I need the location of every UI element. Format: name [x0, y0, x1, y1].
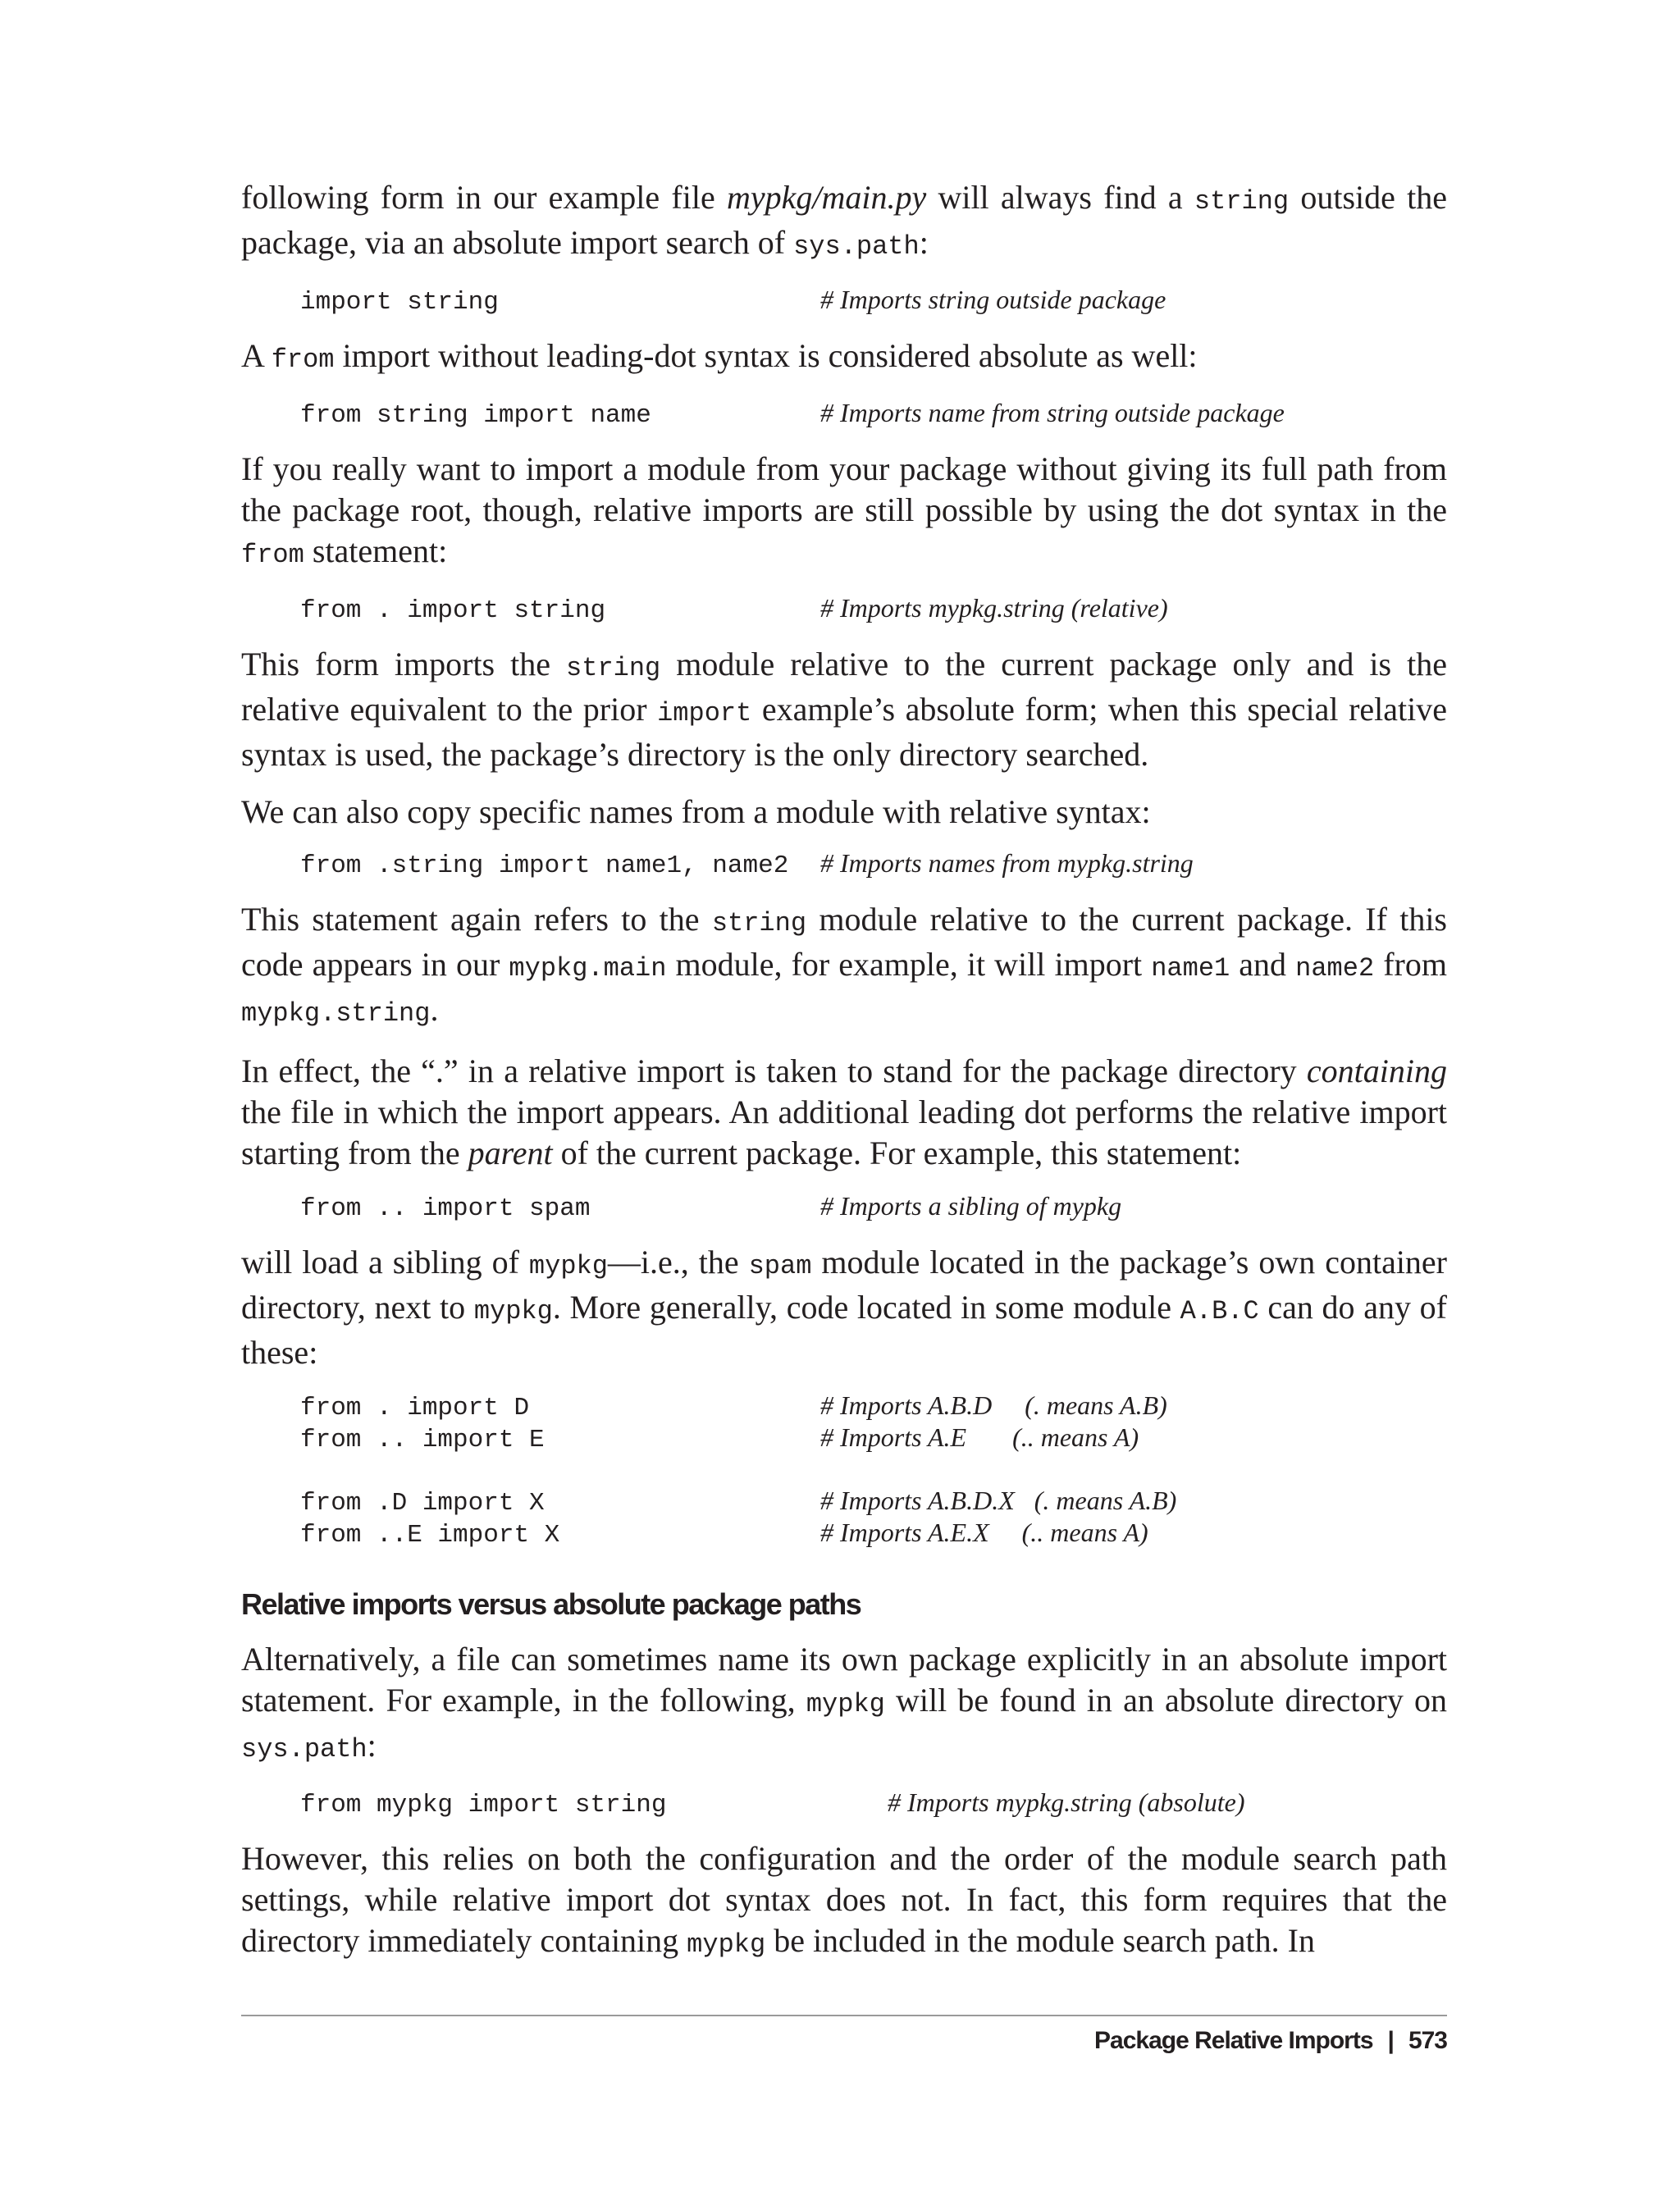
text: However, this relies on both the configuration and the order of the module search path settings, while relative import dot syntax does not. In fact, this form requires that the directory immediately containing: [241, 1840, 1447, 1959]
text: be included in the module search path. In: [765, 1922, 1315, 1959]
code-line: [300, 1390, 1447, 1422]
inline-code: name1: [1151, 953, 1230, 984]
code-block-3: [300, 592, 1447, 624]
code-text: from mypkg import string: [300, 1791, 667, 1819]
inline-code: from: [241, 540, 304, 570]
text: outside the package, via an absolute import search of: [241, 179, 1447, 261]
text: module relative to the current package only and is the relative equivalent to the prior: [241, 646, 1447, 728]
inline-code: string: [711, 908, 807, 938]
code-blank-line: [300, 1454, 1447, 1485]
page-content: [241, 177, 1447, 1982]
code-line: [300, 1787, 1447, 1819]
code-text: from .D import X: [300, 1489, 545, 1518]
code-text: from .. import spam: [300, 1194, 591, 1223]
code-line: [300, 1190, 1447, 1222]
section-heading: Relative imports versus absolute package paths: [241, 1587, 861, 1621]
page-number: 573: [1408, 2027, 1447, 2054]
code-block-5: [300, 1190, 1447, 1222]
footer-section-title: Package Relative Imports: [1094, 2027, 1373, 2054]
code-text: import string: [300, 288, 499, 317]
code-text: from .string import name1, name2: [300, 851, 789, 880]
inline-code: mypkg: [528, 1251, 608, 1281]
footer-rule: [241, 2015, 1447, 2016]
code-text: from . import string: [300, 596, 606, 625]
text: from: [1374, 946, 1447, 983]
text: will always find a: [926, 179, 1194, 216]
inline-code: string: [1194, 186, 1290, 217]
code-comment: # Imports a sibling of mypkg: [820, 1191, 1122, 1221]
text: example’s absolute form; when this special relative syntax is used, the package’s directory is the only directory searched.: [241, 691, 1447, 773]
inline-code: sys.path: [241, 1734, 368, 1764]
text: . More generally, code located in some module: [552, 1289, 1180, 1326]
text: module relative to the current package. If this code appears in our: [241, 901, 1447, 983]
paragraph-9: [241, 1639, 1447, 1770]
code-line: [300, 847, 1447, 879]
code-text: from . import D: [300, 1394, 530, 1422]
text: This statement again refers to the: [241, 901, 712, 938]
paragraph-4: [241, 644, 1447, 775]
text: A: [241, 337, 272, 374]
code-block-2: [300, 397, 1447, 429]
text: will be found in an absolute directory on: [884, 1682, 1447, 1719]
inline-code: mypkg: [473, 1296, 553, 1326]
code-text: from string import name: [300, 401, 651, 430]
inline-code: string: [566, 653, 661, 683]
text: If you really want to import a module from your package without giving its full path from the package root, though, relative imports are still possible by using the dot syntax in the: [241, 450, 1447, 528]
text: following form in our example file: [241, 179, 727, 216]
text: .: [430, 991, 439, 1028]
text: This form imports the: [241, 646, 567, 682]
inline-code: mypkg: [687, 1929, 766, 1960]
code-text: from ..E import X: [300, 1521, 560, 1550]
inline-code: from: [271, 345, 335, 375]
code-line: [300, 592, 1447, 624]
inline-code: name2: [1295, 953, 1375, 984]
paragraph-6: [241, 899, 1447, 1034]
code-line: [300, 1422, 1447, 1454]
text: module, for example, it will import: [666, 946, 1152, 983]
inline-code: import: [657, 698, 752, 728]
code-line: [300, 284, 1447, 316]
code-comment: # Imports name from string outside package: [820, 398, 1285, 427]
text: and: [1230, 946, 1296, 983]
code-block-1: [300, 284, 1447, 316]
text: import without leading-dot syntax is considered absolute as well:: [334, 337, 1198, 374]
inline-code: mypkg: [806, 1689, 885, 1719]
code-comment: # Imports A.B.D.X (. means A.B): [820, 1486, 1177, 1515]
code-line: [300, 1485, 1447, 1517]
code-block-6: [300, 1390, 1447, 1549]
code-block-4: [300, 847, 1447, 879]
text: —i.e., the: [607, 1244, 749, 1281]
emphasis: containing: [1306, 1052, 1447, 1089]
text: of the current package. For example, this statement:: [552, 1134, 1242, 1171]
inline-code: mypkg.string: [241, 998, 431, 1029]
code-comment: # Imports A.B.D (. means A.B): [820, 1390, 1167, 1420]
paragraph-10: [241, 1838, 1447, 1965]
code-comment: # Imports A.E (.. means A): [820, 1422, 1139, 1452]
paragraph-3: [241, 449, 1447, 576]
paragraph-5: [241, 792, 1447, 833]
code-comment: # Imports string outside package: [820, 285, 1166, 314]
text: will load a sibling of: [241, 1244, 529, 1281]
code-line: [300, 397, 1447, 429]
text: can do any of these:: [241, 1289, 1447, 1371]
code-comment: # Imports names from mypkg.string: [820, 848, 1194, 878]
inline-code: spam: [748, 1251, 812, 1281]
text: Alternatively, a file can sometimes name its own package explicitly in an absolute import statement. For example, in the following,: [241, 1641, 1447, 1719]
paragraph-8: [241, 1242, 1447, 1373]
footer-separator: |: [1387, 2027, 1394, 2054]
inline-code: A.B.C: [1180, 1296, 1259, 1326]
page-footer: [1094, 2025, 1447, 2057]
text: :: [367, 1727, 377, 1764]
file-path: mypkg/main.py: [726, 179, 927, 216]
paragraph-7: [241, 1051, 1447, 1174]
text: :: [919, 224, 929, 261]
inline-code: sys.path: [793, 231, 920, 262]
text: We can also copy specific names from a module with relative syntax:: [241, 793, 1151, 830]
code-line: [300, 1517, 1447, 1549]
text: statement:: [304, 532, 448, 569]
code-text: from .. import E: [300, 1426, 545, 1454]
paragraph-1: [241, 177, 1447, 267]
text: the file in which the import appears. An additional leading dot performs the relative import starting from the: [241, 1093, 1447, 1171]
code-block-7: [300, 1787, 1447, 1819]
code-comment: # Imports A.E.X (.. means A): [820, 1518, 1148, 1547]
emphasis: parent: [468, 1134, 553, 1171]
code-comment: # Imports mypkg.string (relative): [820, 593, 1168, 623]
paragraph-2: [241, 336, 1447, 381]
text: In effect, the “.” in a relative import is taken to stand for the package directory: [241, 1052, 1307, 1089]
text: module located in the package’s own container directory, next to: [241, 1244, 1448, 1326]
code-comment: # Imports mypkg.string (absolute): [888, 1787, 1245, 1817]
inline-code: mypkg.main: [509, 953, 667, 984]
